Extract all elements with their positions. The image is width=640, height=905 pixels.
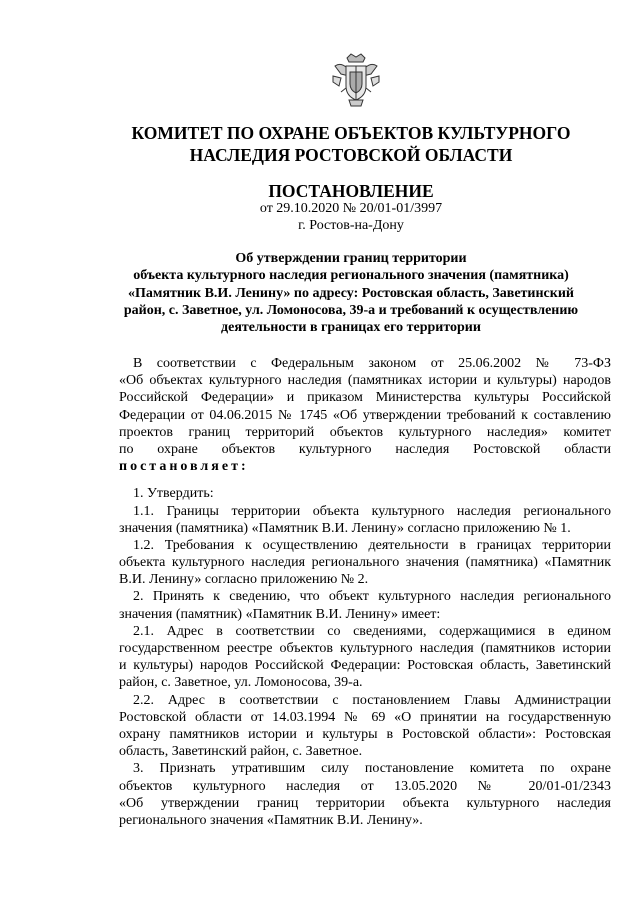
item-line: Ростовской области от 14.03.1994 № 69 «О принятии на государственную [119, 709, 611, 725]
item-line: 1.2. Требования к осуществлению деятельности в границах территории [133, 537, 611, 553]
preamble-line: «Об объектах культурного наследия (памятниках истории и культуры) народов [119, 373, 611, 389]
item-line: район, с. Заветное, ул. Ломоносова, 39-а. [119, 675, 363, 691]
subject-line: Об утверждении границ территории [235, 251, 467, 266]
document-body [119, 355, 611, 829]
date-number: от 29.10.2020 № 20/01-01/3997 [259, 201, 443, 216]
preamble-line: проектов границ территорий объектов культурного наследия» комитет [119, 424, 611, 440]
org-line-2: НАСЛЕДИЯ РОСТОВСКОЙ ОБЛАСТИ [189, 145, 513, 165]
item-3 [119, 760, 611, 829]
preamble-line: по охране объектов культурного наследия Ростовской области [119, 441, 611, 457]
preamble-line: Федерации от 04.06.2015 № 1745 «Об утверждении требований к составлению [119, 407, 611, 423]
subject-line: «Памятник В.И. Ленину» по адресу: Ростовская область, Заветинский [128, 285, 574, 301]
item-line: «Об утверждении границ территории объекта культурного наследия [119, 795, 611, 811]
document-subject [100, 250, 602, 336]
item-line: объектов культурного наследия от 13.05.2020 № 20/01-01/2343 [119, 778, 611, 794]
item-line: государственном реестре объектов культурного наследия (памятников истории [119, 641, 611, 656]
item-line: значения (памятника) «Памятник В.И. Ленину» согласно приложению № 1. [119, 520, 571, 536]
item-line: 3. Признать утратившим силу постановление комитета по охране [133, 761, 611, 777]
item-2-1 [119, 623, 611, 692]
document-type: ПОСТАНОВЛЕНИЕ [268, 181, 434, 201]
item-line: 1. Утвердить: [133, 486, 214, 502]
item-line: 2. Принять к сведению, что объект культурного наследия регионального [133, 589, 611, 605]
item-2-2 [119, 692, 611, 761]
item-line: область, Заветинский район, с. Заветное. [119, 744, 363, 760]
item-line: значения (памятник) «Памятник В.И. Ленину» имеет: [119, 606, 441, 622]
subject-line: район, с. Заветное, ул. Ломоносова, 39-а и требований к осуществлению [123, 302, 579, 318]
item-1-2 [119, 537, 611, 589]
item-1-1 [119, 503, 611, 537]
item-line: и культуры) народов Российской Федерации: Ростовская область, Заветинский [119, 658, 611, 674]
item-line: объекта культурного наследия регионального значения (памятника) «Памятник [119, 555, 611, 571]
organization-name [80, 122, 622, 166]
subject-line: деятельности в границах его территории [221, 320, 481, 336]
item-line: В.И. Ленину» согласно приложению № 2. [119, 572, 369, 588]
subject-line: объекта культурного наследия регионального значения (памятника) [133, 268, 569, 284]
document-meta [80, 200, 622, 234]
preamble-line: Российской Федерации» и приказом Министерства культуры Российской [119, 390, 611, 406]
item-2 [119, 588, 611, 622]
preamble [119, 355, 611, 475]
item-line: регионального значения «Памятник В.И. Ленину». [119, 812, 423, 828]
item-line: 2.1. Адрес в соответствии со сведениями, содержащимися в едином [133, 623, 611, 639]
coat-of-arms-emblem [327, 52, 385, 110]
place: г. Ростов-на-Дону [298, 218, 404, 233]
item-line: охрану памятников истории и культуры в Ростовской области»: Ростовская [119, 726, 611, 742]
preamble-line: В соответствии с Федеральным законом от 25.06.2002 № 73-ФЗ [133, 356, 611, 371]
decree-word: постановляет: [119, 459, 249, 475]
item-line: 1.1. Границы территории объекта культурного наследия регионального [133, 503, 611, 519]
org-line-1: КОМИТЕТ ПО ОХРАНЕ ОБЪЕКТОВ КУЛЬТУРНОГО [131, 123, 571, 143]
item-line: 2.2. Адрес в соответствии с постановлением Главы Администрации [133, 692, 611, 708]
item-1 [119, 485, 611, 502]
